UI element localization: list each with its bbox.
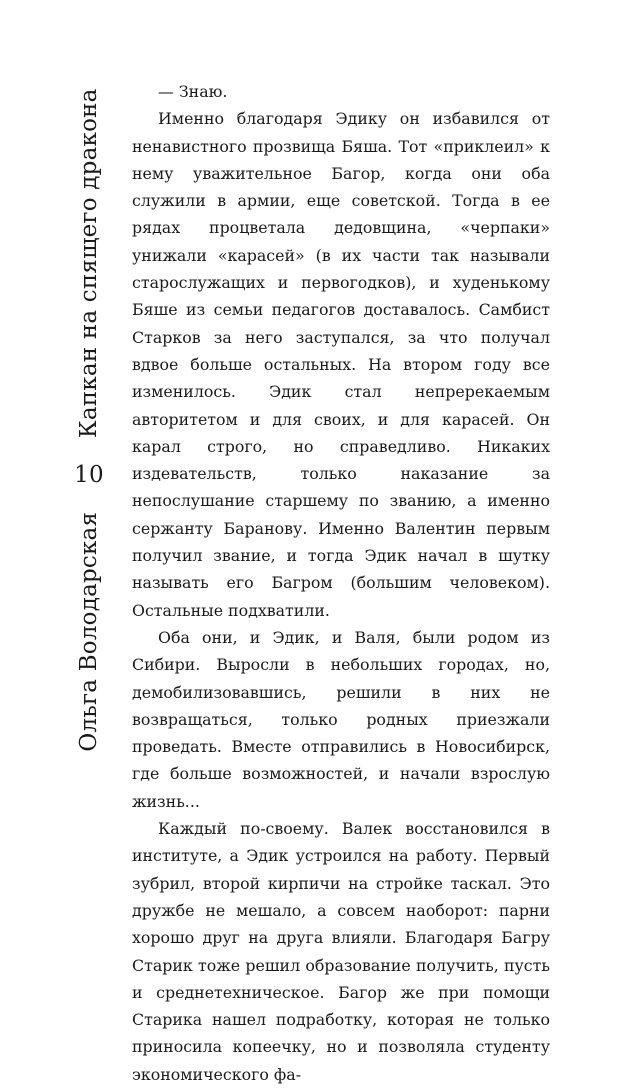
paragraph-3: Оба они, и Эдик, и Валя, были родом из Сибири. Выросли в небольших городах, но, демобилизовавшись, решили в них не возвращаться, только родных приезжали проведать. Вместе отправились в Новосибирск, где больше возможностей, и начали взрослую жизнь... (132, 627, 550, 811)
author-name: Ольга Володарская (76, 511, 102, 752)
running-head (64, 88, 114, 752)
paragraph-2: Именно благодаря Эдику он избавился от ненавистного прозвища Бяша. Тот «приклеил» к нему уважительное Багор, когда они оба служили в армии, еще советской. Тогда в ее рядах процветала дедовщина, «черпаки» унижали «карасей» (в их части так называли старослужащих и первогодков), и худенькому Бяше из семьи педагогов доставалось. Самбист Старков за него заступался, за что получал вдвое больше остальных. На втором году все изменилось. Эдик стал непререкаемым авторитетом и для своих, и для карасей. Он карал строго, но справедливо. Никаких издевательств, только наказание за непослушание старшему по званию, а именно сержанту Баранову. Именно Валентин первым получил звание, и тогда Эдик начал в шутку называть его Багром (большим человеком). Остальные подхватили. (132, 109, 550, 620)
book-title: Капкан на спящего дракона (76, 88, 102, 439)
paragraph-4: Каждый по-своему. Валек восстановился в институте, а Эдик устроился на работу. Первый зубрил, второй кирпичи на стройке таскал. Это дружбе не мешало, а совсем наоборот: парни хорошо друг на друга влияли. Благодаря Багру Старик тоже решил образование получить, пусть и среднетехническое. Багор же при помощи Старика нашел подработку, которая не только приносила копеечку, но и позволяла студенту экономического фа- (132, 819, 550, 1084)
running-head-text (64, 88, 114, 752)
page-number: 10 (74, 461, 104, 488)
body-text (132, 78, 550, 1088)
paragraph-1: — Знаю. (158, 82, 228, 101)
